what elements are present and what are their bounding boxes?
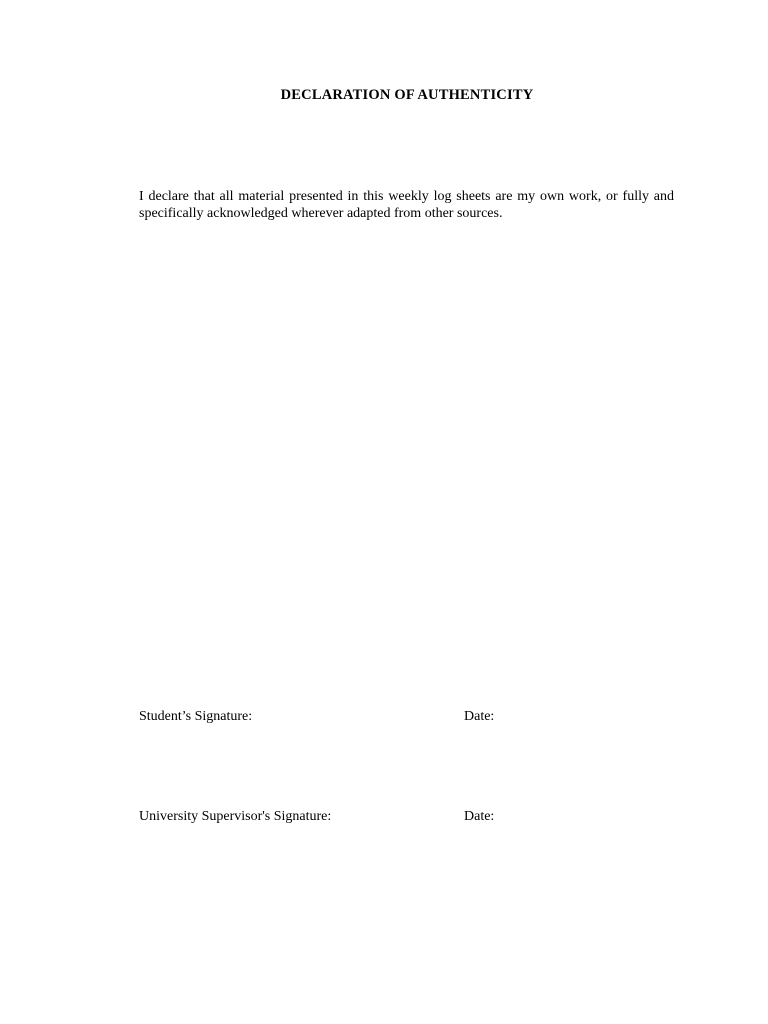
supervisor-date-label: Date: [464, 809, 495, 824]
declaration-line-2: fully and specifically acknowledged wherever adapted from other sources. [139, 189, 675, 221]
page-title: DECLARATION OF AUTHENTICITY [280, 87, 534, 103]
student-signature-label: Student’s Signature: [139, 709, 253, 724]
supervisor-signature-row [139, 808, 539, 826]
student-date-label: Date: [464, 709, 495, 724]
declaration-paragraph [139, 188, 674, 222]
supervisor-signature-label: University Supervisor's Signature: [139, 809, 332, 824]
student-signature-row [139, 708, 539, 726]
declaration-line-1: I declare that all material presented in this weekly log sheets are my own work, or [139, 189, 618, 204]
